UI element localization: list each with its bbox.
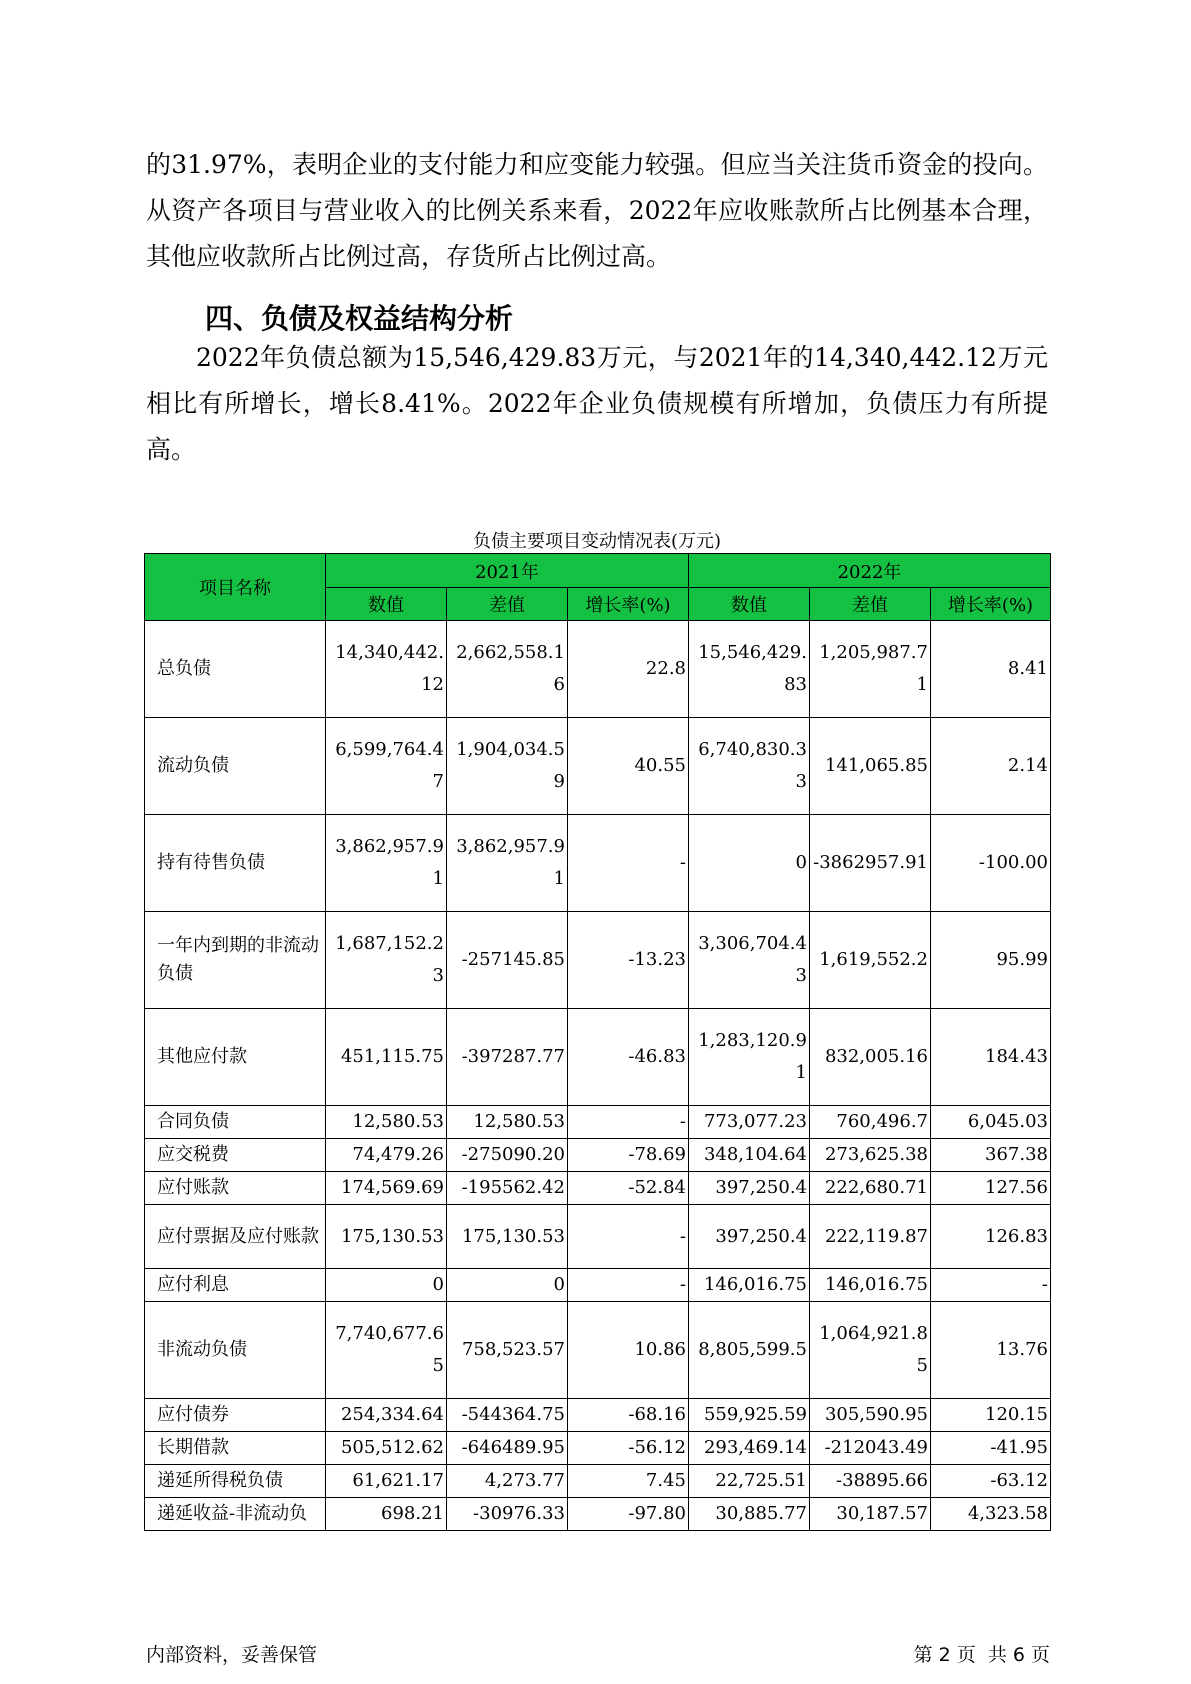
row-name: 一年内到期的非流动负债	[145, 912, 326, 1009]
cell-growth-2021: -	[568, 815, 689, 912]
cell-growth-2022: 120.15	[931, 1399, 1051, 1432]
cell-growth-2022: 184.43	[931, 1009, 1051, 1106]
cell-diff-2021: 12,580.53	[447, 1106, 568, 1139]
cell-diff-2021: 2,662,558.16	[447, 621, 568, 718]
cell-diff-2021: 3,862,957.91	[447, 815, 568, 912]
cell-growth-2022: -41.95	[931, 1432, 1051, 1465]
cell-diff-2021: 4,273.77	[447, 1465, 568, 1498]
cell-diff-2022: 832,005.16	[810, 1009, 931, 1106]
cell-value-2021: 12,580.53	[326, 1106, 447, 1139]
cell-diff-2022: 30,187.57	[810, 1498, 931, 1531]
table-row	[145, 1302, 1051, 1399]
cell-value-2022: 8,805,599.5	[689, 1302, 810, 1399]
row-name: 递延收益-非流动负	[145, 1498, 326, 1531]
cell-diff-2021: -257145.85	[447, 912, 568, 1009]
table-row	[145, 815, 1051, 912]
row-name: 应付票据及应付账款	[145, 1205, 326, 1269]
cell-growth-2021: 40.55	[568, 718, 689, 815]
cell-growth-2021: -	[568, 1106, 689, 1139]
row-name: 应付账款	[145, 1172, 326, 1205]
cell-value-2022: 146,016.75	[689, 1269, 810, 1302]
cell-diff-2022: 273,625.38	[810, 1139, 931, 1172]
table-row	[145, 912, 1051, 1009]
cell-diff-2022: -38895.66	[810, 1465, 931, 1498]
cell-diff-2022: 305,590.95	[810, 1399, 931, 1432]
cell-value-2021: 3,862,957.91	[326, 815, 447, 912]
cell-value-2022: 22,725.51	[689, 1465, 810, 1498]
cell-value-2022: 30,885.77	[689, 1498, 810, 1531]
cell-growth-2022: -100.00	[931, 815, 1051, 912]
cell-diff-2021: 1,904,034.59	[447, 718, 568, 815]
intro-paragraph: 的31.97%，表明企业的支付能力和应变能力较强。但应当关注货币资金的投向。从资产各项目与营业收入的比例关系来看，2022年应收账款所占比例基本合理，其他应收款所占比例过高，存货所占比例过高。	[146, 150, 1048, 271]
cell-value-2022: 559,925.59	[689, 1399, 810, 1432]
cell-growth-2021: -46.83	[568, 1009, 689, 1106]
row-name: 应付债券	[145, 1399, 326, 1432]
cell-diff-2022: 1,619,552.2	[810, 912, 931, 1009]
table-row	[145, 621, 1051, 718]
header-diff-2022: 差值	[810, 588, 931, 621]
table-row	[145, 718, 1051, 815]
table-row	[145, 1498, 1051, 1531]
cell-growth-2022: 8.41	[931, 621, 1051, 718]
cell-value-2021: 698.21	[326, 1498, 447, 1531]
row-name: 非流动负债	[145, 1302, 326, 1399]
cell-growth-2022: -63.12	[931, 1465, 1051, 1498]
cell-diff-2021: -397287.77	[447, 1009, 568, 1106]
cell-growth-2021: -56.12	[568, 1432, 689, 1465]
row-name: 应付利息	[145, 1269, 326, 1302]
row-name: 递延所得税负债	[145, 1465, 326, 1498]
cell-growth-2022: 126.83	[931, 1205, 1051, 1269]
cell-value-2022: 397,250.4	[689, 1172, 810, 1205]
header-value-2021: 数值	[326, 588, 447, 621]
cell-growth-2022: 13.76	[931, 1302, 1051, 1399]
table-row	[145, 1465, 1051, 1498]
cell-diff-2022: 760,496.7	[810, 1106, 931, 1139]
cell-diff-2021: 758,523.57	[447, 1302, 568, 1399]
cell-diff-2021: -275090.20	[447, 1139, 568, 1172]
cell-growth-2022: 127.56	[931, 1172, 1051, 1205]
footer-page-number: 第 2 页 共 6 页	[913, 1644, 1050, 1666]
cell-growth-2021: -78.69	[568, 1139, 689, 1172]
cell-growth-2021: 10.86	[568, 1302, 689, 1399]
cell-growth-2022: 4,323.58	[931, 1498, 1051, 1531]
header-value-2022: 数值	[689, 588, 810, 621]
cell-growth-2022: 6,045.03	[931, 1106, 1051, 1139]
cell-value-2022: 3,306,704.43	[689, 912, 810, 1009]
row-name: 长期借款	[145, 1432, 326, 1465]
cell-diff-2022: 1,064,921.85	[810, 1302, 931, 1399]
cell-growth-2021: -68.16	[568, 1399, 689, 1432]
header-item-name: 项目名称	[145, 554, 326, 621]
cell-diff-2022: -3862957.91	[810, 815, 931, 912]
cell-diff-2021: -195562.42	[447, 1172, 568, 1205]
cell-value-2021: 74,479.26	[326, 1139, 447, 1172]
cell-value-2022: 0	[689, 815, 810, 912]
table-row	[145, 1106, 1051, 1139]
row-name: 应交税费	[145, 1139, 326, 1172]
row-name: 流动负债	[145, 718, 326, 815]
cell-value-2021: 505,512.62	[326, 1432, 447, 1465]
cell-diff-2021: -544364.75	[447, 1399, 568, 1432]
cell-diff-2022: 141,065.85	[810, 718, 931, 815]
cell-growth-2022: 95.99	[931, 912, 1051, 1009]
cell-value-2021: 61,621.17	[326, 1465, 447, 1498]
header-diff-2021: 差值	[447, 588, 568, 621]
cell-diff-2022: 222,119.87	[810, 1205, 931, 1269]
cell-diff-2022: 146,016.75	[810, 1269, 931, 1302]
cell-growth-2021: 7.45	[568, 1465, 689, 1498]
cell-value-2022: 773,077.23	[689, 1106, 810, 1139]
cell-diff-2022: 1,205,987.71	[810, 621, 931, 718]
table-row	[145, 1205, 1051, 1269]
row-name: 总负债	[145, 621, 326, 718]
cell-diff-2021: 175,130.53	[447, 1205, 568, 1269]
table-row	[145, 1139, 1051, 1172]
row-name: 持有待售负债	[145, 815, 326, 912]
cell-value-2021: 14,340,442.12	[326, 621, 447, 718]
cell-diff-2021: -30976.33	[447, 1498, 568, 1531]
cell-growth-2021: 22.8	[568, 621, 689, 718]
cell-diff-2022: 222,680.71	[810, 1172, 931, 1205]
cell-growth-2022: 367.38	[931, 1139, 1051, 1172]
cell-diff-2021: -646489.95	[447, 1432, 568, 1465]
header-year-2021: 2021年	[326, 554, 689, 588]
table-row	[145, 1269, 1051, 1302]
cell-value-2021: 6,599,764.47	[326, 718, 447, 815]
table-row	[145, 1009, 1051, 1106]
cell-growth-2021: -13.23	[568, 912, 689, 1009]
header-year-2022: 2022年	[689, 554, 1051, 588]
header-growth-2021: 增长率(%)	[568, 588, 689, 621]
cell-value-2022: 348,104.64	[689, 1139, 810, 1172]
cell-value-2021: 1,687,152.23	[326, 912, 447, 1009]
cell-growth-2021: -97.80	[568, 1498, 689, 1531]
cell-value-2022: 397,250.4	[689, 1205, 810, 1269]
footer-left: 内部资料，妥善保管	[146, 1644, 318, 1666]
row-name: 合同负债	[145, 1106, 326, 1139]
cell-value-2021: 175,130.53	[326, 1205, 447, 1269]
table-row	[145, 1399, 1051, 1432]
cell-value-2021: 451,115.75	[326, 1009, 447, 1106]
table-row	[145, 1432, 1051, 1465]
cell-value-2021: 0	[326, 1269, 447, 1302]
row-name: 其他应付款	[145, 1009, 326, 1106]
cell-growth-2022: 2.14	[931, 718, 1051, 815]
cell-growth-2021: -	[568, 1269, 689, 1302]
cell-growth-2022: -	[931, 1269, 1051, 1302]
table-row	[145, 1172, 1051, 1205]
cell-growth-2021: -	[568, 1205, 689, 1269]
cell-growth-2021: -52.84	[568, 1172, 689, 1205]
cell-value-2022: 1,283,120.91	[689, 1009, 810, 1106]
cell-value-2022: 6,740,830.33	[689, 718, 810, 815]
cell-value-2021: 254,334.64	[326, 1399, 447, 1432]
cell-value-2022: 15,546,429.83	[689, 621, 810, 718]
section-paragraph: 2022年负债总额为15,546,429.83万元，与2021年的14,340,442.12万元相比有所增长，增长8.41%。2022年企业负债规模有所增加，负债压力有所提高。	[146, 343, 1048, 464]
cell-diff-2021: 0	[447, 1269, 568, 1302]
cell-value-2021: 7,740,677.65	[326, 1302, 447, 1399]
cell-diff-2022: -212043.49	[810, 1432, 931, 1465]
header-growth-2022: 增长率(%)	[931, 588, 1051, 621]
liability-table	[144, 553, 1051, 1531]
table-caption: 负债主要项目变动情况表(万元)	[472, 531, 722, 552]
cell-value-2022: 293,469.14	[689, 1432, 810, 1465]
section-heading: 四、负债及权益结构分析	[205, 302, 514, 335]
cell-value-2021: 174,569.69	[326, 1172, 447, 1205]
